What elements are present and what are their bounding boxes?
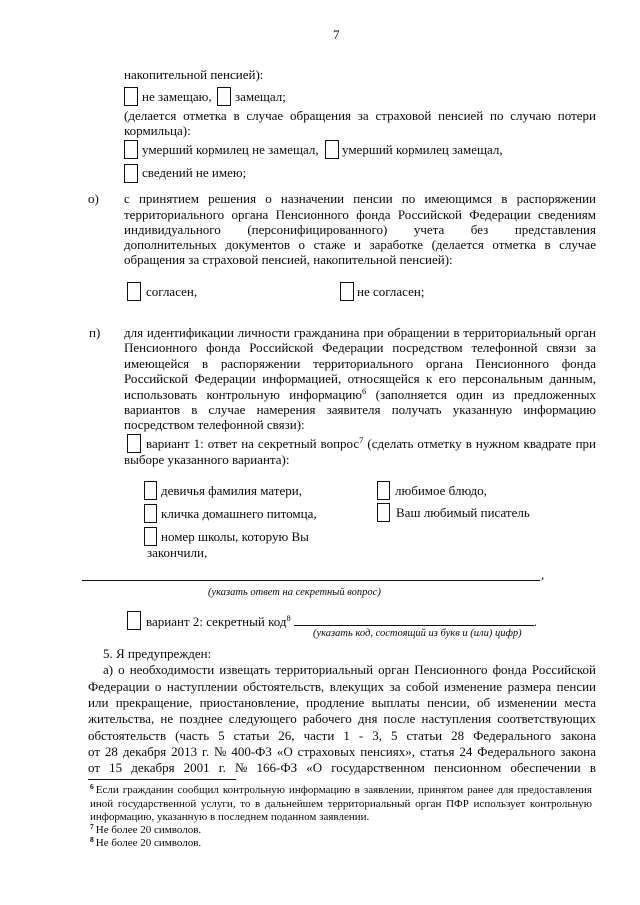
checkbox-label-breadwinner-replaced: умерший кормилец замещал, [342,142,503,157]
footnote-mark: 8 [90,835,94,844]
section-5-line: Федерации о наступлении обстоятельств, влекущих за собой изменение размера пенсии [88,679,596,694]
footnote-text: Не более 20 символов. [95,837,202,849]
checkbox-no-information[interactable] [124,164,138,183]
item-p-line: посредством телефонной связи): [124,417,305,432]
variant-1-instruction: (сделать отметку в нужном квадрате при [363,436,596,451]
variant-1-line [146,436,596,451]
secret-code-field[interactable] [294,613,534,626]
checkbox-not-replaced[interactable] [124,87,138,106]
secret-code-caption: (указать код, состоящий из букв и (или) цифр) [313,628,522,639]
variant-2-label: вариант 2: секретный код [146,614,287,629]
checkbox-question-pet-name[interactable] [144,504,157,523]
checkbox-variant-1[interactable] [127,434,141,453]
checkbox-replaced[interactable] [217,87,231,106]
section-5-heading: 5. Я предупрежден: [103,646,212,661]
question-label: девичья фамилия матери, [161,483,302,498]
footnote-7 [90,824,201,837]
checkbox-label-not-replaced: не замещаю, [142,89,212,104]
section-5-line: или прекращение, приостановление, продление выплаты пенсии, об изменении места [88,695,596,710]
item-p-marker: п) [89,325,101,340]
section-5-line: жительства, не позднее следующего рабочего дня после наступления соответствующих [88,711,596,726]
checkbox-disagree[interactable] [340,282,354,301]
footnote-ref: 8 [286,613,291,623]
question-label: номер школы, которую Вы [161,529,309,544]
footnote-6-line: информацию, указанную в последнем поданном заявлении. [90,811,370,823]
item-o-marker: о) [88,191,99,206]
section-5-line: а) о необходимости извещать территориальный орган Пенсионного фонда Российской [103,662,596,677]
item-o-line: с принятием решения о назначении пенсии по имеющимся в распоряжении [124,191,596,206]
variant-2-line [146,613,537,629]
footnote-6-line [90,784,592,797]
footnote-separator [88,779,236,780]
footnote-8 [90,837,201,850]
section-5-line: от 28 декабря 2013 г. № 400-ФЗ «О страховых пенсиях», статья 24 Федерального закона [88,744,596,759]
question-label: кличка домашнего питомца, [161,506,317,521]
checkbox-question-mother-maiden-name[interactable] [144,481,157,500]
item-o-line: обращения за страховой пенсией, накопительной пенсией): [124,252,453,267]
item-p-line: имеющейся в распоряжении территориального органа Пенсионного фонда [124,356,596,371]
checkbox-label-agree: согласен, [146,284,198,299]
footnote-mark: 6 [90,782,94,791]
item-o-line: дополнительных документов о стаже и заработке (делается отметка в случае [124,237,596,252]
checkbox-breadwinner-replaced[interactable] [325,140,339,159]
checkbox-label-breadwinner-not-replaced: умерший кормилец не замещал, [142,142,319,157]
item-p-line-text: (заполняется один из предложенных [366,387,596,402]
item-p-line-text: использовать контрольную информацию [124,387,362,402]
footnote-text: Если гражданин сообщил контрольную информацию в заявлении, принятом ранее для предоставления [95,784,592,796]
footnote-6-line: иной государственной услуги, то в дальнейшем территориальный орган ПФР использует контрольную [90,798,592,810]
variant-1-label: вариант 1: ответ на секретный вопрос [146,436,360,451]
question-label: Ваш любимый писатель [396,505,530,520]
footnote-ref: 7 [359,435,364,445]
field-trailing-punctuation: , [541,567,545,582]
variant-1-continuation: выборе указанного варианта): [124,452,290,467]
secret-answer-field[interactable] [82,566,540,581]
question-label-continuation: закончили, [147,545,208,560]
replacement-intro: накопительной пенсией): [124,67,264,82]
footnote-ref: 6 [361,386,367,396]
section-5-line: обстоятельств (часть 5 статьи 26, части 1 - 3, 5 статьи 28 Федерального закона [88,728,596,743]
item-o-line: территориального органа Пенсионного фонда Российской Федерации сведениям [124,207,596,222]
field-trailing-punctuation: . [533,614,537,629]
item-p-line: Пенсионного фонда Российской Федерации посредством телефонной связи за [124,340,596,355]
page-number: 7 [333,27,340,42]
replacement-note-line: кормильца): [124,123,191,138]
item-p-line [124,387,596,402]
checkbox-label-disagree: не согласен; [357,284,425,299]
footnote-mark: 7 [90,822,94,831]
item-p-line: Российской Федерации информацией, относящейся к его персональным данным, [124,371,596,386]
item-p-line: для идентификации личности гражданина при обращении в территориальный орган [124,325,596,340]
checkbox-label-no-information: сведений не имею; [142,165,247,180]
checkbox-question-school-number[interactable] [144,527,157,546]
item-p-line: вариантов в случае намерения заявителя получать указанную информацию [124,402,596,417]
secret-answer-caption: (указать ответ на секретный вопрос) [208,587,381,598]
question-label: любимое блюдо, [395,483,487,498]
checkbox-question-favorite-writer[interactable] [377,503,390,522]
item-o-line: индивидуального (персонифицированного) учета без представления [124,222,596,237]
section-5-line: от 15 декабря 2001 г. № 166-ФЗ «О государственном пенсионном обеспечении в [88,760,596,775]
checkbox-label-replaced: замещал; [235,89,286,104]
checkbox-question-favorite-dish[interactable] [377,481,390,500]
checkbox-agree[interactable] [127,282,141,301]
checkbox-breadwinner-not-replaced[interactable] [124,140,138,159]
footnote-text: Не более 20 символов. [95,824,202,836]
checkbox-variant-2[interactable] [127,611,141,630]
replacement-note-line: (делается отметка в случае обращения за страховой пенсией по случаю потери [124,108,596,123]
